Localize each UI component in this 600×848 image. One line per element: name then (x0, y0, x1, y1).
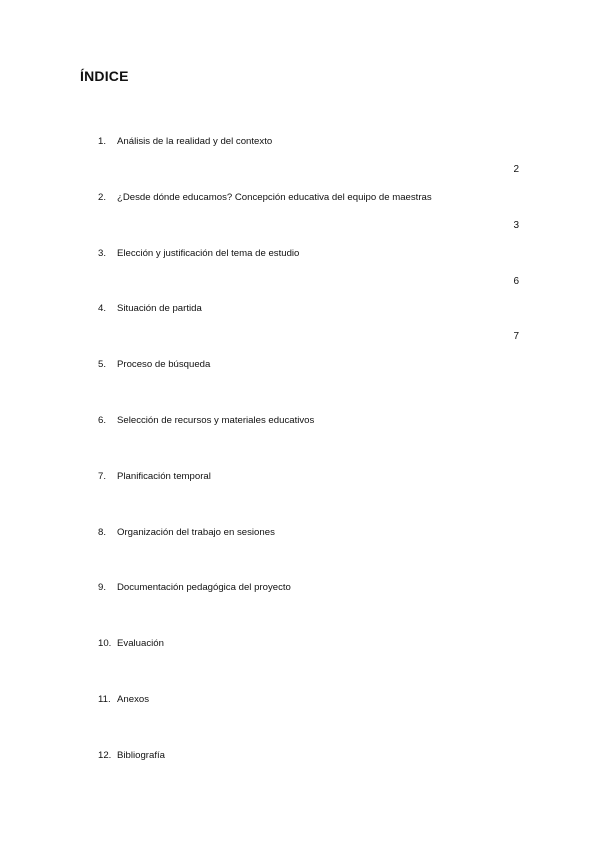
toc-entry (98, 525, 528, 581)
toc-entry-page: 2 (513, 164, 519, 175)
table-of-contents (98, 134, 528, 804)
toc-entry (98, 190, 528, 246)
toc-entry-label: Análisis de la realidad y del contexto (117, 136, 273, 147)
toc-entry (98, 134, 528, 190)
toc-entry-label: Situación de partida (117, 303, 202, 315)
toc-entry-label: Organización del trabajo en sesiones (117, 526, 275, 538)
toc-entry-label: Evaluación (117, 638, 164, 650)
toc-entry-number: 10. (98, 638, 112, 650)
toc-entry-number: 5. (98, 359, 107, 371)
toc-entry-number: 9. (98, 582, 107, 594)
toc-entry-label: Planificación temporal (117, 470, 211, 482)
toc-entry (98, 246, 528, 302)
index-title: ÍNDICE (80, 68, 129, 84)
toc-entry-label: Bibliografía (117, 749, 165, 761)
toc-entry-page: 7 (513, 331, 519, 343)
toc-entry-label: Elección y justificación del tema de estudio (117, 247, 300, 259)
toc-entry (98, 357, 528, 413)
toc-entry-label: Selección de recursos y materiales educativos (117, 414, 315, 426)
toc-entry-label: Anexos (117, 693, 149, 705)
toc-entry-label: Documentación pedagógica del proyecto (117, 582, 291, 594)
toc-entry (98, 301, 528, 357)
toc-entry-number: 1. (98, 136, 107, 147)
toc-entry-page: 6 (513, 275, 519, 287)
toc-entry-number: 3. (98, 247, 107, 259)
toc-entry-number: 8. (98, 526, 107, 538)
toc-entry (98, 413, 528, 469)
toc-entry-label: Proceso de búsqueda (117, 359, 211, 371)
toc-entry-number: 11. (98, 693, 111, 705)
toc-entry-number: 4. (98, 303, 107, 315)
toc-entry-number: 6. (98, 414, 107, 426)
toc-entry-number: 12. (98, 749, 112, 761)
toc-entry (98, 692, 528, 748)
toc-entry-label: ¿Desde dónde educamos? Concepción educativa del equipo de maestras (117, 191, 432, 203)
toc-entry-page: 3 (513, 219, 519, 231)
toc-entry (98, 469, 528, 525)
toc-entry-number: 7. (98, 470, 107, 482)
toc-entry (98, 748, 528, 804)
toc-entry-number: 2. (98, 191, 107, 203)
toc-entry (98, 580, 528, 636)
toc-entry (98, 636, 528, 692)
